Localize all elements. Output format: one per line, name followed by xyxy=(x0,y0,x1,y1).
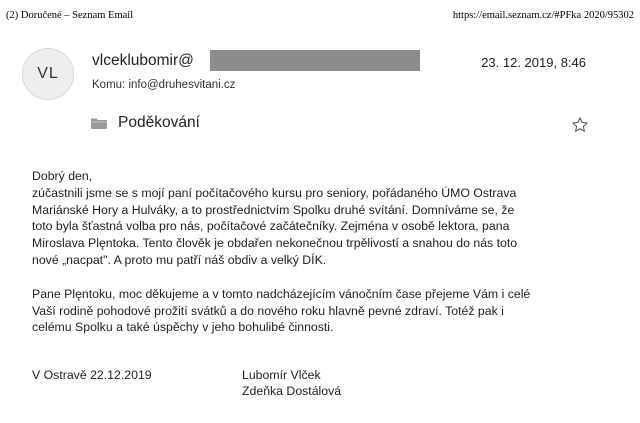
greeting: Dobrý den, xyxy=(32,169,93,183)
redaction-bar xyxy=(210,50,420,71)
email-subject: Poděkování xyxy=(118,114,200,131)
recipient-label: Komu: xyxy=(92,79,126,91)
print-header xyxy=(6,10,634,24)
recipient-address[interactable]: info@druhesvitani.cz xyxy=(128,79,236,91)
email-body xyxy=(32,168,592,336)
sender-address[interactable]: vlceklubomir@ xyxy=(92,52,194,69)
star-icon[interactable] xyxy=(571,116,589,134)
folder-icon xyxy=(91,118,107,129)
signature-place-date: V Ostravě 22.12.2019 xyxy=(32,368,152,382)
recipient-line xyxy=(92,79,235,91)
avatar-initials: VL xyxy=(37,65,59,82)
print-page-title: (2) Doručené – Seznam Email xyxy=(6,10,134,21)
signature-name-1: Lubomír Vlček xyxy=(242,368,321,382)
body-paragraph-2: Pane Plęntoku, moc děkujeme a v tomto nadcházejícím vánočním čase přejeme Vám i celé Vaší rodině pohodové prožití svátků a do nového roku hlavně pevné zdraví. Totéž pak i celému Spolku a také úspěchy v jeho bohulibé činnosti. xyxy=(32,286,531,335)
email-date: 23. 12. 2019, 8:46 xyxy=(481,55,586,70)
avatar xyxy=(22,48,74,100)
print-url: https://email.seznam.cz/#PFka 2020/95302 xyxy=(452,10,634,21)
signature-name-2: Zdeňka Dostálová xyxy=(242,384,342,398)
body-paragraph-1: zúčastnili jsme se s mojí paní počítačového kursu pro seniory, pořádaného ÚMO Ostrava Mariánské Hory a Hulváky, a to prostřednictvím Spolku druhé svítání. Domníváme se, že toto byla šťastná volba pro nás, počítačové začátečníky. Zejména v osobě lektora, pana Miroslava Plęntoka. Tento člověk je obdařen nekonečnou trpělivostí a snahou do nás toto nové „nacpat". A proto mu patří náš obdiv a velký DÍK. xyxy=(32,185,518,267)
